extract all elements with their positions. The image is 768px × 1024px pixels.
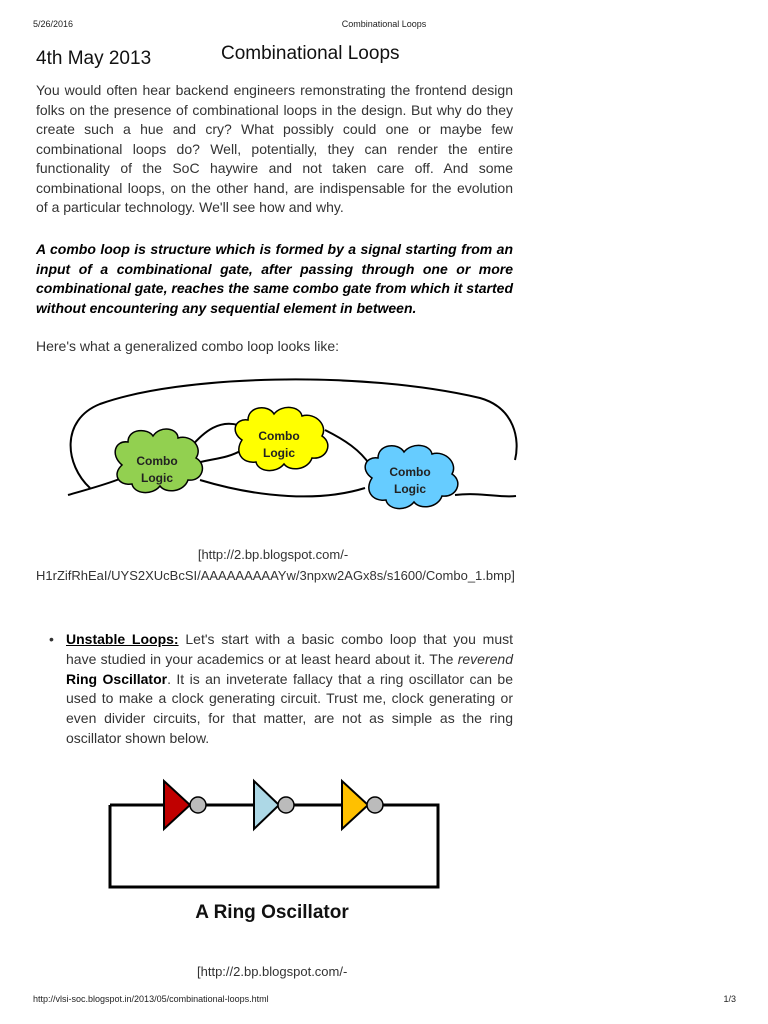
- green-yellow-wire-top: [190, 424, 238, 448]
- green-blue-wire: [200, 480, 365, 496]
- feedback-wire: [110, 805, 438, 887]
- yellow-blue-wire: [325, 430, 370, 465]
- green-blob-label-1: Combo: [136, 454, 178, 468]
- blue-blob-label-2: Logic: [394, 482, 426, 496]
- yellow-blob-label-1: Combo: [258, 429, 300, 443]
- unstable-loops-heading: Unstable Loops:: [66, 631, 179, 647]
- print-footer-page: 1/3: [723, 994, 736, 1004]
- inverter-2: [254, 781, 279, 829]
- bullet-text-b: . It is an inveterate fallacy that a ring oscillator can be used to make a clock generating circuit. Trust me, clock generating or even divider circuits, for that matter, are not as simple as the ring oscillator shown below.: [66, 670, 513, 746]
- bullet-text-a: Let's start with a basic combo loop that you must have studied in your academics or at least heard about it. The: [66, 631, 514, 667]
- post-date: 4th May 2013: [36, 48, 152, 69]
- figure1-caption-line1[interactable]: [http://2.bp.blogspot.com/-: [197, 547, 349, 562]
- print-header-title: Combinational Loops: [341, 19, 427, 29]
- ring-oscillator-title: A Ring Oscillator: [195, 902, 349, 923]
- reverend-text: reverend: [457, 650, 513, 667]
- ring-oscillator-term: Ring Oscillator: [66, 670, 168, 687]
- right-output-wire: [455, 494, 516, 496]
- inverter-2-bubble: [278, 797, 294, 813]
- print-header-date: 5/26/2016: [33, 19, 74, 29]
- figure2-caption-line1[interactable]: [http://2.bp.blogspot.com/-: [197, 964, 348, 979]
- post-title: Combinational Loops: [221, 43, 400, 64]
- ring-oscillator-figure: [100, 775, 450, 930]
- blue-blob-label-1: Combo: [389, 465, 431, 479]
- green-blob-label-2: Logic: [141, 471, 173, 485]
- definition-paragraph: A combo loop is structure which is formed by a signal starting from an input of a combinational gate, after passing through one or more combinational gate, reaches the same combo gate from which it started without encountering any sequential element in between.: [36, 241, 513, 316]
- figure1-caption-line2[interactable]: H1rZifRhEaI/UYS2XUcBcSI/AAAAAAAAAYw/3npxw2AGx8s/s1600/Combo_1.bmp]: [36, 568, 515, 583]
- inverter-1: [164, 781, 190, 829]
- inverter-3-bubble: [367, 797, 383, 813]
- inverter-1-bubble: [190, 797, 206, 813]
- intro-paragraph: You would often hear backend engineers remonstrating the frontend design folks on the presence of combinational loops in the design. But why do they create such a hue and cry? What possibly could one or maybe few combinational loops do? Well, potentially, they can render the entire functionality of the SoC haywire and not taken care off. And some combinational loops, on the other hand, are indispensable for the evolution of a particular technology. We'll see how and why.: [36, 82, 513, 215]
- left-input-wire: [68, 478, 122, 495]
- yellow-blob-label-2: Logic: [263, 446, 295, 460]
- bullet-list: [36, 630, 513, 749]
- print-footer-url: http://vlsi-soc.blogspot.in/2013/05/combinational-loops.html: [33, 994, 269, 1004]
- inverter-3: [342, 781, 368, 829]
- combo-loop-figure: [60, 370, 520, 520]
- list-item: [49, 630, 514, 749]
- lead-paragraph: Here's what a generalized combo loop looks like:: [36, 338, 340, 354]
- bullet-marker: •: [49, 631, 54, 647]
